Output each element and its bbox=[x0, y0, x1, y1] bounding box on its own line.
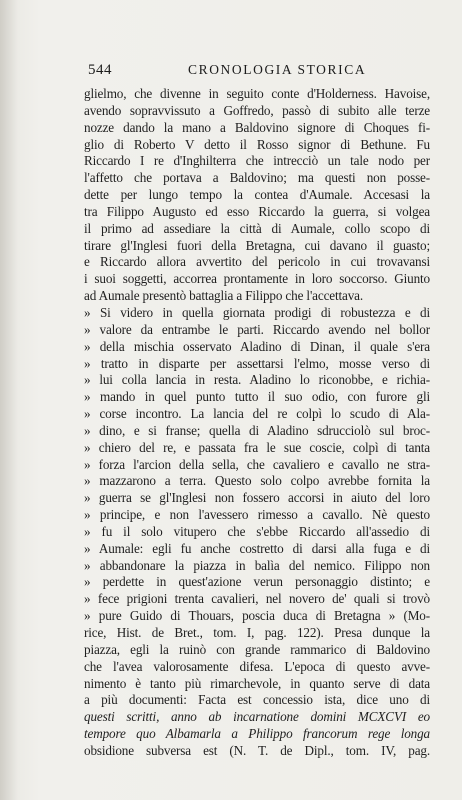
text-line: il primo ad assediare la città di Aumale, collo scopo di bbox=[84, 220, 430, 236]
quoted-line: » valore da entrambe le parti. Riccardo avendo nel bollor bbox=[84, 321, 430, 337]
text-line: tirare gl'Inglesi fuori della Bretagna, cui davano il guasto; bbox=[84, 237, 430, 253]
quoted-line: » lui colla lancia in resta. Aladino lo riconobbe, e richia- bbox=[84, 372, 430, 388]
quoted-line: » Si videro in quella giornata prodigi di robustezza e di bbox=[84, 304, 430, 320]
quoted-line: » abbandonare la piazza in balìa del nemico. Filippo non bbox=[84, 557, 430, 573]
text-line: glio di Roberto V detto il Rosso signor di Bethune. Fu bbox=[84, 136, 430, 152]
quoted-line: » perdette in quest'azione verun personaggio distinto; e bbox=[84, 574, 430, 590]
text-line: a più documenti: Facta est concessio ista, dice uno di bbox=[84, 692, 430, 708]
text-line: rice, Hist. de Bret., tom. I, pag. 122). Presa dunque la bbox=[84, 625, 430, 640]
text-line: che l'avea valorosamente difesa. L'epoca di questo avve- bbox=[84, 658, 430, 674]
text-line: tra Filippo Augusto ed esso Riccardo la guerra, si volgea bbox=[84, 203, 430, 219]
quoted-line: » della mischia osservato Aladino di Dinan, il quale s'era bbox=[84, 338, 430, 354]
body-text bbox=[84, 86, 430, 760]
text-line: e Riccardo allora avvertito del pericolo in cui trovavansi bbox=[84, 254, 430, 270]
text-line: avendo sopravvissuto a Goffredo, passò di subito alle terze bbox=[84, 102, 430, 118]
quoted-line: » Aumale: egli fu anche costretto di darsi alla fuga e di bbox=[84, 540, 430, 556]
text-line: Riccardo I re d'Inghilterra che intrecciò un tale nodo per bbox=[84, 153, 430, 169]
text-line: ad Aumale presentò battaglia a Filippo che l'accettava. bbox=[84, 288, 364, 304]
page-number: 544 bbox=[88, 62, 112, 78]
text-line: glielmo, che divenne in seguito conte d'Holderness. Havoise, bbox=[84, 86, 430, 101]
quoted-line: » fece prigioni trenta cavalieri, nel novero de' quali si trovò bbox=[84, 591, 430, 607]
text-line: i suoi soggetti, accorrea prontamente in loro soccorso. Giunto bbox=[84, 271, 430, 287]
text-line: nimento è tanto più rimarchevole, in quanto serve di data bbox=[84, 675, 430, 691]
quoted-line: » tratto in disparte per assettarsi l'elmo, mosse verso di bbox=[84, 355, 430, 371]
text-line: nozze dando la mano a Baldovino signore di Choques fi- bbox=[84, 119, 430, 135]
quoted-line: » dino, e si franse; quella di Aladino sdrucciolò sul broc- bbox=[84, 422, 430, 438]
quoted-line: » principe, e non l'avessero rimesso a cavallo. Nè questo bbox=[84, 507, 430, 523]
page-header bbox=[88, 62, 428, 82]
latin-quote-line: tempore quo Albamarla a Philippo francorum rege longa bbox=[84, 726, 430, 742]
quoted-line: » guerra se gl'Inglesi non fossero accorsi in aiuto del loro bbox=[84, 490, 430, 506]
quoted-line: » chiero del re, e passata fra le sue coscie, colpì di tanta bbox=[84, 439, 430, 455]
quoted-line: » fu il solo vitupero che s'ebbe Riccardo all'assedio di bbox=[84, 523, 430, 539]
latin-quote-line: questi scritti, anno ab incarnatione domini MCXCVI eo bbox=[84, 709, 430, 725]
running-title: CRONOLOGIA STORICA bbox=[188, 62, 367, 77]
text-line: piazza, egli la ruinò con grande rammarico di Baldovino bbox=[84, 641, 430, 657]
quoted-line: » mazzarono a terra. Questo solo colpo avrebbe fornita la bbox=[84, 473, 430, 489]
text-line: obsidione subversa est (N. T. de Dipl., tom. IV, pag. bbox=[84, 742, 430, 758]
quoted-line: » mando in quel punto tutto il suo odio, con furore gli bbox=[84, 389, 430, 405]
quoted-line: » corse incontro. La lancia del re colpì lo scudo di Ala- bbox=[84, 406, 430, 422]
quoted-line: » forza l'arcion della sella, che cavaliero e cavallo ne stra- bbox=[84, 456, 430, 472]
quoted-line: » pure Guido di Thouars, poscia duca di Bretagna » (Mo- bbox=[84, 608, 430, 624]
text-line: dette per lungo tempo la contea d'Aumale. Accesasi la bbox=[84, 187, 430, 203]
text-line: l'affetto che portava a Baldovino; ma questi non posse- bbox=[84, 170, 430, 186]
